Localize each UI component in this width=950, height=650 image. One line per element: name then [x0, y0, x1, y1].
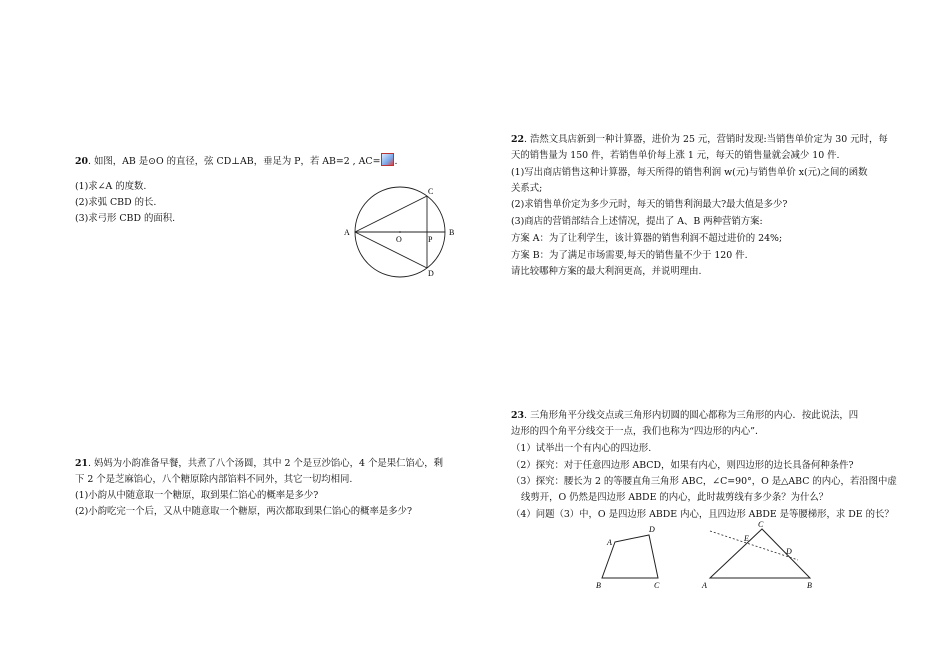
label-b: B: [449, 228, 455, 237]
q22-line-6: (3)商店的营销部结合上述情况，提出了 A、B 两种营销方案:: [511, 216, 763, 227]
label-a: A: [344, 228, 350, 237]
segment-ad: [355, 232, 427, 268]
broken-image-icon: [381, 153, 394, 166]
q21-part-1: (1)小韵从中随意取一个糖原，取到果仁馅心的概率是多少?: [75, 490, 319, 501]
q22-line-7: 方案 A：为了让利学生，该计算器的销售利润不超过进价的 24%;: [511, 233, 783, 244]
q22-line-1: [511, 134, 888, 146]
cut-line: [710, 531, 798, 560]
q20-part-1: (1)求∠A 的度数.: [75, 181, 147, 192]
q22-line-3: (1)写出商店销售这种计算器，每天所得的销售利润 w(元)与销售单价 x(元)之间的函数: [511, 167, 868, 178]
q20-stem-text: . 如图，AB 是⊙O 的直径，弦 CD⊥AB，垂足为 P，若 AB=2 , AC=: [88, 156, 381, 167]
q22-line-8: 方案 B：为了满足市场需要,每天的销售量不少于 120 件.: [511, 250, 748, 261]
q20-stem-end: .: [394, 156, 398, 167]
q23-line-6: 线剪开，O 仍然是四边形 ABDE 的内心，此时裁剪线有多少条？为什么？: [521, 492, 829, 503]
q20-part-3: (3)求弓形 CBD 的面积.: [75, 213, 176, 224]
tri-label-b: B: [807, 581, 812, 590]
quad-label-a: A: [607, 538, 612, 547]
label-d: D: [428, 269, 434, 278]
q21-line-1: [75, 458, 443, 470]
q20-stem: [75, 153, 397, 168]
q21-line-2: 下 2 个是芝麻馅心，八个糖原除内部馅料不同外，其它一切均相同.: [75, 474, 353, 485]
tri-label-c: C: [758, 520, 764, 529]
label-p: P: [428, 235, 433, 244]
q21-part-2: (2)小韵吃完一个后，又从中随意取一个糖原，两次都取到果仁馅心的概率是多少?: [75, 506, 413, 517]
quad-label-c: C: [654, 581, 660, 590]
q22-line-9: 请比较哪种方案的最大利润更高，并说明理由.: [511, 266, 702, 277]
q23-line-1: [511, 410, 858, 422]
quad-label-d: D: [649, 525, 655, 534]
q20-number: 20: [75, 156, 89, 167]
q23-quadrilateral-figure: [590, 520, 670, 595]
q22-line-5: (2)求销售单价定为多少元时，每天的销售利润最大?最大值是多少?: [511, 199, 788, 210]
triangle-abc: [710, 529, 810, 578]
quad-label-b: B: [596, 581, 601, 590]
q23-triangle-figure: [700, 518, 825, 595]
q22-line-4: 关系式;: [511, 183, 543, 194]
q21-text-1: . 妈妈为小韵准备早餐，共煮了八个汤圆，其中 2 个是豆沙馅心，4 个是果仁馅心，剩: [88, 458, 444, 469]
q22-line-2: 天的销售量为 150 件，若销售单价每上涨 1 元，每天的销售量就会减少 10 件.: [511, 150, 840, 161]
q21-number: 21: [75, 458, 89, 469]
q20-circle-figure: [340, 180, 465, 280]
q22-number: 22: [511, 134, 525, 145]
q23-number: 23: [511, 410, 525, 421]
tri-label-d: D: [786, 547, 792, 556]
center-point: [399, 231, 401, 233]
label-c: C: [428, 187, 434, 196]
tri-label-a: A: [702, 581, 707, 590]
tri-label-e: E: [744, 534, 749, 543]
q23-text-1: . 三角形角平分线交点或三角形内切圆的圆心都称为三角形的内心．按此说法，四: [524, 410, 859, 421]
q20-part-2: (2)求弧 CBD 的长.: [75, 197, 157, 208]
q23-line-3: （1）试举出一个有内心的四边形.: [511, 443, 652, 454]
q23-line-5: （3）探究：腰长为 2 的等腰直角三角形 ABC，∠C=90°，O 是△ABC 的内心，若沿图中虚: [511, 476, 897, 487]
q23-line-7: （4）问题（3）中，O 是四边形 ABDE 内心，且四边形 ABDE 是等腰梯形，求 DE 的长？: [511, 509, 894, 520]
q23-line-2: 边形的四个角平分线交于一点，我们也称为“四边形的内心”．: [511, 426, 765, 437]
q23-line-4: （2）探究：对于任意四边形 ABCD，如果有内心，则四边形的边长具备何种条件?: [511, 460, 854, 471]
label-o: O: [396, 235, 402, 244]
q22-text-1: . 浩然文具店新到一种计算器，进价为 25 元，营销时发现:当销售单价定为 30 元时，每: [524, 134, 888, 145]
segment-ac: [355, 196, 427, 232]
